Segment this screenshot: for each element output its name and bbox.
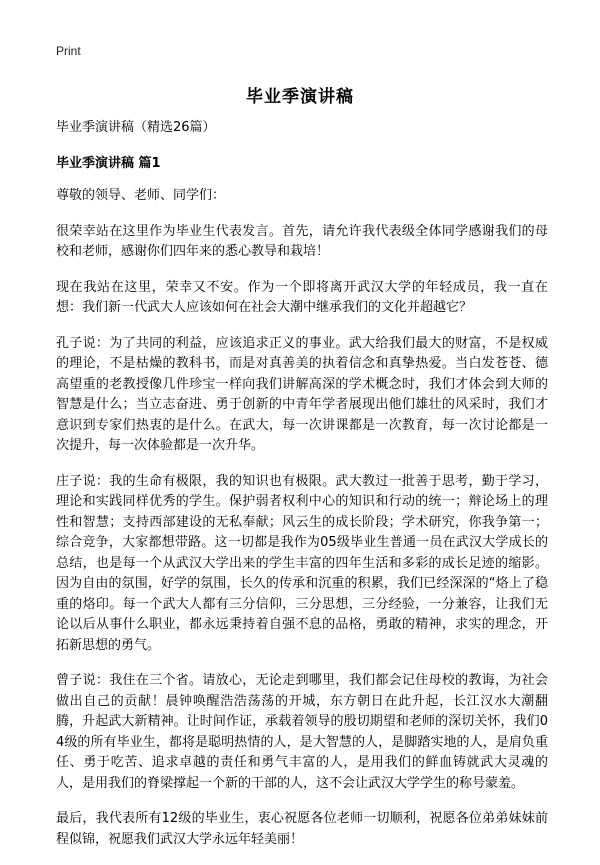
document-subtitle: 毕业季演讲稿（精选26篇）: [56, 120, 216, 135]
paragraph-salutation: 尊敬的领导、老师、同学们：: [56, 188, 226, 203]
paragraph: 庄子说：我的生命有极限，我的知识也有极限。武大教过一批善于思考，勤于学习，理论和实践同样优秀的学生。保护弱者权利中心的知识和行动的统一；辩论场上的理性和智慧；支持西部建设的无私奉献；风云生的成长阶段；学术研究，你我争第一；综合竞争，大家都想带路。这一切都是我作为05级毕业生普通一员在武汉大学成长的总结，也是每一个从武汉大学出来的学生丰富的四年生活和多彩的成长足迹的缩影。因为自由的氛围，好学的氛围，长久的传承和沉重的积累，我们已经深深的“烙上了稳重的烙印。每一个武大人都有三分信仰，三分思想，三分经验，一分兼容，让我们无论以后从事什么职业，都永远秉持着自强不息的品格，勇敢的精神，求实的理念，开拓新思想的勇气。: [56, 473, 548, 653]
print-label: Print: [56, 44, 81, 58]
paragraph-closing: 最后，我代表所有12级的毕业生，衷心祝愿各位老师一切顺利，祝愿各位弟弟妹妹前程似锦，祝愿我们武汉大学永远年轻美丽！: [56, 811, 548, 847]
document-title: 毕业季演讲稿: [246, 87, 354, 107]
section-heading: 毕业季演讲稿 篇1: [56, 156, 161, 171]
paragraph: 孔子说：为了共同的利益，应该追求正义的事业。武大给我们最大的财富，不是权威的理论，不是枯燥的教科书，而是对真善美的执着信念和真挚热爱。当白发苍苍、德高望重的老教授像几件珍宝一样向我们讲解高深的学术概念时，我们才体会到大师的智慧是什么；当立志奋进、勇于创新的中青年学者展现出他们雄壮的风采时，我们才意识到专家们热衷的是什么。在武大，每一次讲课都是一次教育，每一次讨论都是一次提升，每一次体验都是一次升华。: [56, 335, 548, 453]
document-body: [56, 118, 548, 865]
paragraph: 很荣幸站在这里作为毕业生代表发言。首先，请允许我代表级全体同学感谢我们的母校和老师，感谢你们四年来的悉心教导和栽培！: [56, 223, 548, 259]
paragraph: 现在我站在这里，荣幸又不安。作为一个即将离开武汉大学的年轻成员，我一直在想：我们新一代武大人应该如何在社会大潮中继承我们的文化并超越它？: [56, 279, 548, 315]
paragraph: 曾子说：我住在三个省。请放心，无论走到哪里，我们都会记住母校的教诲，为社会做出自己的贡献！晨钟唤醒浩浩荡荡的开城，东方朝日在此升起，长江汉水大潮翻腾，升起武大新精神。让时间作证，承载着领导的殷切期望和老师的深切关怀，我们04级的所有毕业生，都将是聪明热情的人，是大智慧的人，是脚踏实地的人，是肩负重任、勇于吃苦、追求卓越的责任和勇气丰富的人，是用我们的鲜血铸就武大灵魂的人，是用我们的脊梁撑起一个新的干部的人，这不会让武汉大学学生的称号蒙羞。: [56, 673, 548, 791]
